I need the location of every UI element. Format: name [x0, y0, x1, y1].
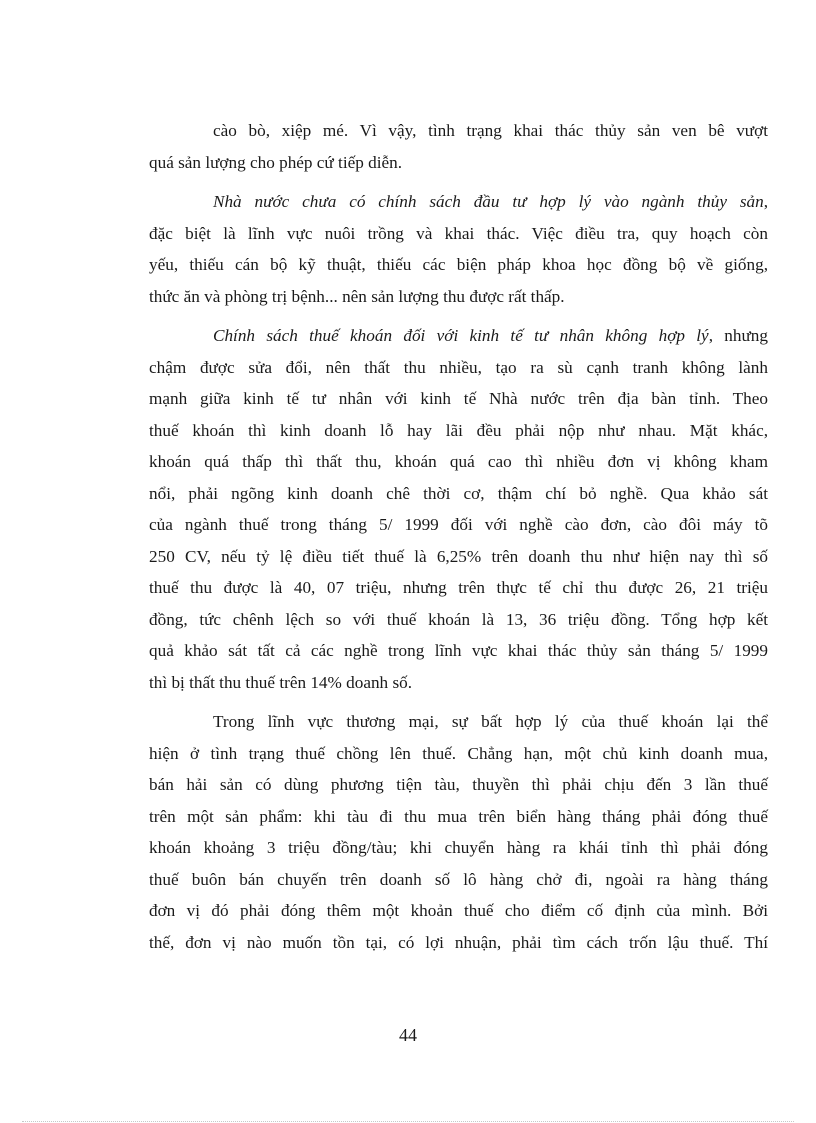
- text-line: [149, 218, 768, 250]
- line-text: Trong lĩnh vực thương mại, sự bất hợp lý của thuế khoán lại thể: [213, 712, 768, 731]
- line-text: ,: [763, 192, 768, 211]
- text-line: [149, 383, 768, 415]
- line-text: cào bò, xiệp mé. Vì vậy, tình trạng khai thác thủy sản ven bê vượt: [213, 121, 768, 140]
- line-text: mạnh giữa kinh tế tư nhân với kinh tế Nhà nước trên địa bàn tỉnh. Theo: [149, 389, 768, 408]
- paragraph: [149, 115, 768, 178]
- text-line: [149, 509, 768, 541]
- text-line: [149, 604, 768, 636]
- line-text: chậm được sửa đổi, nên thất thu nhiều, tạo ra sù cạnh tranh không lành: [149, 357, 768, 377]
- line-text: hiện ở tình trạng thuế chồng lên thuế. Chẳng hạn, một chủ kinh doanh mua,: [149, 743, 768, 763]
- line-text: khoán khoảng 3 triệu đồng/tàu; khi chuyển hàng ra khái tỉnh thì phải đóng: [149, 838, 768, 857]
- line-text: bán hải sản có dùng phương tiện tàu, thuyền thì phải chịu đến 3 lần thuế: [149, 775, 768, 794]
- line-text: của ngành thuế trong tháng 5/ 1999 đối với nghề cào đơn, cào đôi máy tõ: [149, 515, 768, 534]
- text-line: [149, 864, 768, 896]
- line-text: khoán quá thấp thì thất thu, khoán quá cao thì nhiều đơn vị không kham: [149, 452, 768, 471]
- line-text: thế, đơn vị nào muốn tồn tại, có lợi nhuận, phải tìm cách trốn lậu thuế. Thí: [149, 932, 768, 952]
- paragraph: [149, 320, 768, 698]
- text-line: [149, 801, 768, 833]
- line-text: đồng, tức chênh lệch so với thuế khoán là 13, 36 triệu đồng. Tổng hợp kết: [149, 609, 768, 629]
- text-line: [149, 927, 768, 959]
- text-line: [149, 186, 768, 218]
- line-text: thuế buôn bán chuyến trên doanh số lô hàng chở đi, ngoài ra hàng tháng: [149, 869, 768, 889]
- text-line: [149, 706, 768, 738]
- line-text: , nhưng: [708, 326, 768, 345]
- text-line: [149, 249, 768, 281]
- text-line: [149, 769, 768, 801]
- italic-heading-text: Nhà nước chưa có chính sách đầu tư hợp lý vào ngành thủy sản: [213, 192, 764, 211]
- text-line: [149, 115, 768, 147]
- text-line: [149, 572, 768, 604]
- text-line: [149, 635, 768, 667]
- text-line: [149, 281, 768, 313]
- paragraph: [149, 186, 768, 312]
- line-text: thức ăn và phòng trị bệnh... nên sản lượng thu được rất thấp.: [149, 286, 565, 306]
- line-text: thì bị thất thu thuế trên 14% doanh số.: [149, 672, 413, 692]
- line-text: thuế khoán thì kinh doanh lỗ hay lãi đều phải nộp như nhau. Mặt khác,: [149, 420, 768, 440]
- line-text: quá sản lượng cho phép cứ tiếp diễn.: [149, 152, 403, 172]
- paragraph: [149, 706, 768, 958]
- text-line: [149, 415, 768, 447]
- line-text: đơn vị đó phải đóng thêm một khoản thuế cho điểm cố định của mình. Bởi: [149, 901, 768, 920]
- line-text: yếu, thiếu cán bộ kỹ thuật, thiếu các biện pháp khoa học đồng bộ về giống,: [149, 255, 768, 274]
- line-text: đặc biệt là lĩnh vực nuôi trồng và khai thác. Việc điều tra, quy hoạch còn: [149, 223, 768, 243]
- text-line: [149, 832, 768, 864]
- text-line: [149, 738, 768, 770]
- line-text: quả khảo sát tất cả các nghề trong lĩnh vực khai thác thủy sản tháng 5/ 1999: [149, 641, 768, 660]
- text-line: [149, 147, 768, 179]
- line-text: 250 CV, nếu tỷ lệ điều tiết thuế là 6,25% trên doanh thu như hiện nay thì số: [149, 546, 768, 566]
- page-bottom-divider: [22, 1121, 794, 1122]
- line-text: nổi, phải ngõng kinh doanh chê thời cơ, thậm chí bỏ nghề. Qua khảo sát: [149, 483, 768, 503]
- italic-heading-text: Chính sách thuế khoán đối với kinh tế tư nhân không hợp lý: [213, 326, 709, 345]
- text-line: [149, 352, 768, 384]
- text-line: [149, 667, 768, 699]
- text-line: [149, 478, 768, 510]
- text-line: [149, 541, 768, 573]
- text-line: [149, 895, 768, 927]
- body-text: [149, 115, 768, 958]
- line-text: trên một sản phẩm: khi tàu đi thu mua trên biển hàng tháng phải đóng thuế: [149, 806, 768, 826]
- text-line: [149, 446, 768, 478]
- page-number: 44: [399, 1025, 417, 1045]
- text-line: [149, 320, 768, 352]
- line-text: thuế thu được là 40, 07 triệu, nhưng trên thực tế chỉ thu được 26, 21 triệu: [149, 578, 768, 597]
